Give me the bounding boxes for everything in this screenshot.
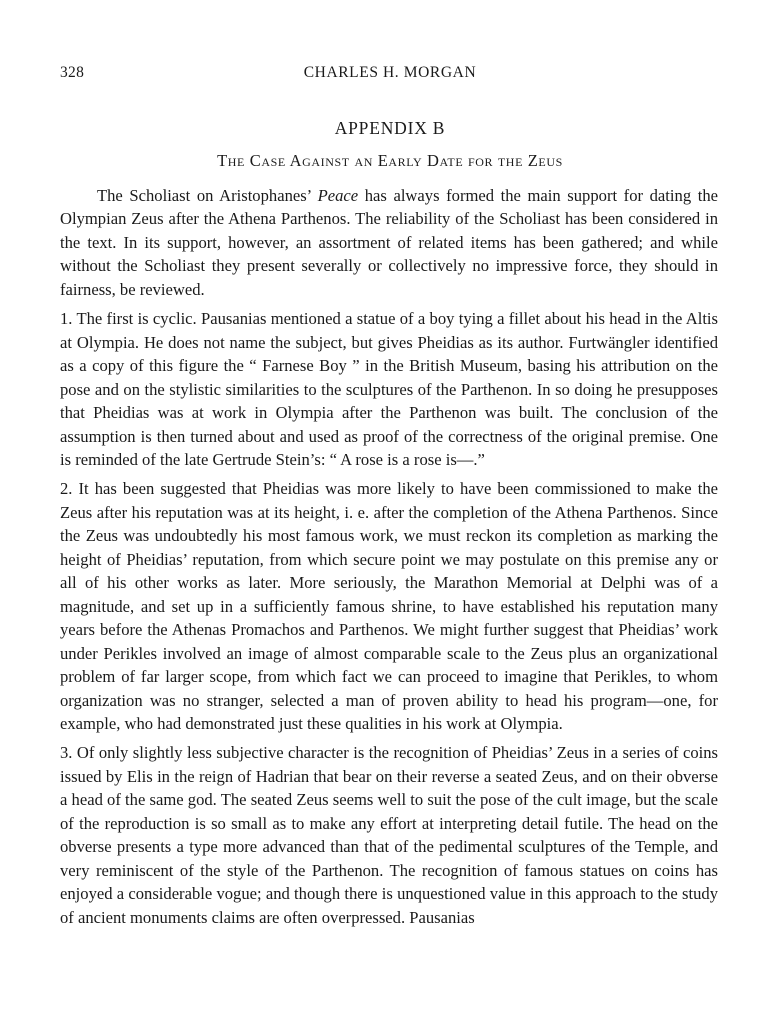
appendix-title: APPENDIX B <box>334 118 446 138</box>
numbered-paragraph-3: 3. Of only slightly less subjective character is the recognition of Pheidias’ Zeus in a series of coins issued by Elis in the reign of Hadrian that bear on their reverse a seated Zeus, and on their obverse a head of the same god. The seated Zeus seems well to suit the pose of the cult image, but the scale of the reproduction is so small as to make any effort at interpreting detail futile. The head on the obverse presents a type more advanced than that of the pedimental sculptures of the Temple, and very reminiscent of the style of the Parthenon. The recognition of famous statues on coins has enjoyed a considerable vogue; and though there is unquestioned value in this approach to the study of ancient monuments claims are often overpressed. Pausanias <box>60 743 718 927</box>
intro-paragraph <box>60 184 718 301</box>
intro-italic-title: Peace <box>317 186 359 205</box>
page-number: 328 <box>60 64 85 81</box>
intro-text-before: The Scholiast on Aristophanes’ <box>97 186 318 205</box>
intro-text-after: has always formed the main support for dating the Olympian Zeus after the Athena Parthenos. The reliability of the Scholiast has been considered in the text. In its support, however, an assortment of related items has been gathered; and while without the Scholiast they present severally or collectively no impressive force, they should in fairness, be reviewed. <box>60 186 718 299</box>
numbered-paragraph-1: 1. The first is cyclic. Pausanias mentioned a statue of a boy tying a fillet about his head in the Altis at Olympia. He does not name the subject, but gives Pheidias as its author. Furtwängler identified as a copy of this figure the “ Farnese Boy ” in the British Museum, basing his attribution on the pose and on the stylistic similarities to the sculptures of the Parthenon. In so doing he presupposes that Pheidias was at work in Olympia after the Parthenon was built. The conclusion of the assumption is then turned about and used as proof of the correctness of the original premise. One is reminded of the late Gertrude Stein’s: “ A rose is a rose is—.” <box>60 309 718 469</box>
running-title: CHARLES H. MORGAN <box>303 64 477 81</box>
running-head <box>60 64 720 86</box>
numbered-paragraph-2: 2. It has been suggested that Pheidias was more likely to have been commissioned to make the Zeus after his reputation was at its height, i. e. after the completion of the Athena Parthenos. Since the Zeus was undoubtedly his most famous work, we must reckon its completion as marking the height of Pheidias’ reputation, from which secure point we may postulate on this premise any or all of his other works as later. More seriously, the Marathon Memorial at Delphi was of a magnitude, and set up in a sufficiently famous shrine, to have established his reputation many years before the Athenas Promachos and Parthenos. We might further suggest that Pheidias’ work under Perikles involved an image of almost comparable scale to the Zeus plus an organizational problem of far larger scope, from which fact we can proceed to imagine that Perikles, to whom organization was no stranger, selected a man of proven ability to head his program—one, for example, who had demonstrated just these qualities in his work at Olympia. <box>60 479 718 733</box>
body-text <box>60 184 718 929</box>
section-title: The Case Against an Early Date for the Zeus <box>217 151 563 170</box>
